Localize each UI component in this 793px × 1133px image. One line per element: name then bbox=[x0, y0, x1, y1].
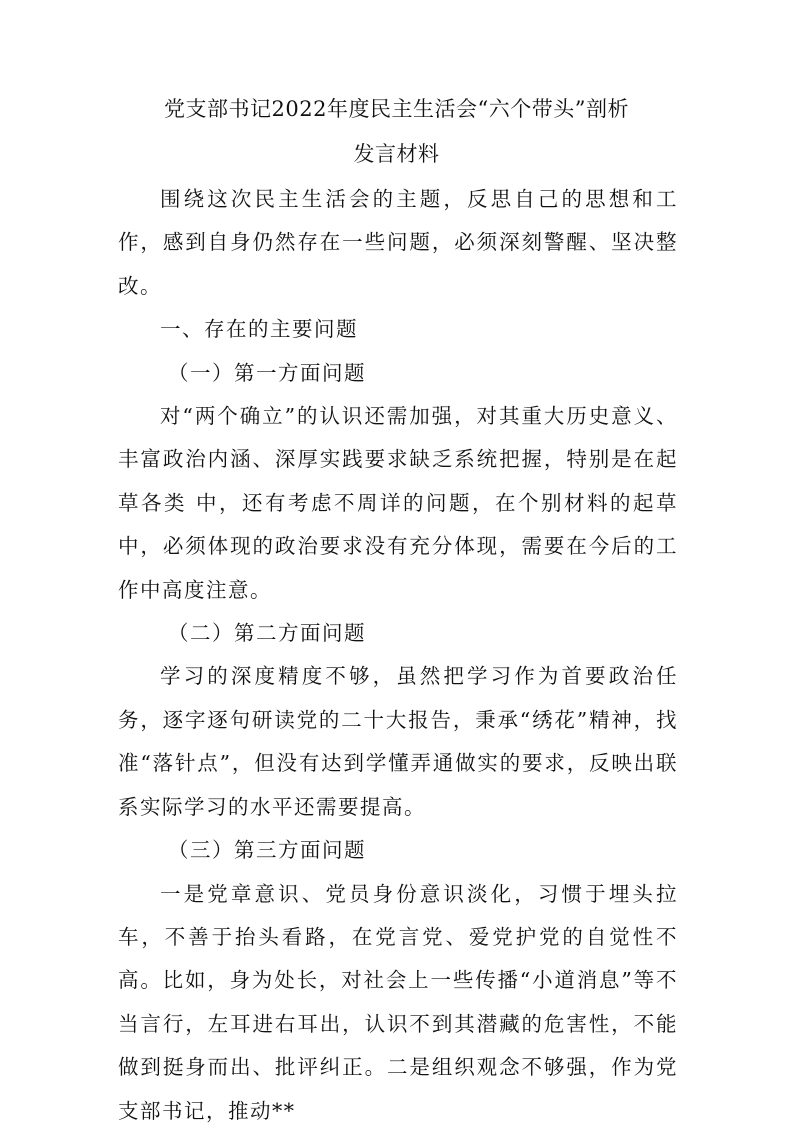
subsection-body-1: 对“两个确立”的认识还需加强，对其重大历史意义、丰富政治内涵、深厚实践要求缺乏系统把握，特别是在起草各类 中，还有考虑不周详的问题，在个别材料的起草中，必须体现的政治要求没有充分体现，需要在今后的工作中高度注意。 bbox=[118, 404, 678, 602]
subsection-heading-2: （二）第二方面问题 bbox=[168, 621, 366, 646]
document-title-line-1: 党支部书记2022年度民主生活会“六个带头”剖析 bbox=[164, 97, 629, 121]
section-heading-main-problems: 一、存在的主要问题 bbox=[160, 317, 358, 342]
intro-paragraph: 围绕这次民主生活会的主题，反思自己的思想和工作，感到自身仍然存在一些问题，必须深刻警醒、坚决整改。 bbox=[118, 187, 678, 298]
subsection-body-2: 学习的深度精度不够，虽然把学习作为首要政治任务，逐字逐句研读党的二十大报告，秉承“绣花”精神，找准“落针点”，但没有达到学懂弄通做实的要求，反映出联系实际学习的水平还需要提高。 bbox=[118, 664, 678, 819]
document-title-line-2: 发言材料 bbox=[353, 142, 440, 166]
subsection-heading-1: （一）第一方面问题 bbox=[168, 360, 366, 385]
subsection-heading-3: （三）第三方面问题 bbox=[168, 838, 366, 863]
document-body bbox=[118, 178, 678, 1133]
subsection-body-3: 一是党章意识、党员身份意识淡化，习惯于埋头拉车，不善于抬头看路，在党言党、爱党护党的自觉性不高。比如，身为处长，对社会上一些传播“小道消息”等不当言行，左耳进右耳出，认识不到其潜藏的危害性，不能做到挺身而出、批评纠正。二是组织观念不够强，作为党支部书记，推动** bbox=[118, 881, 678, 1123]
